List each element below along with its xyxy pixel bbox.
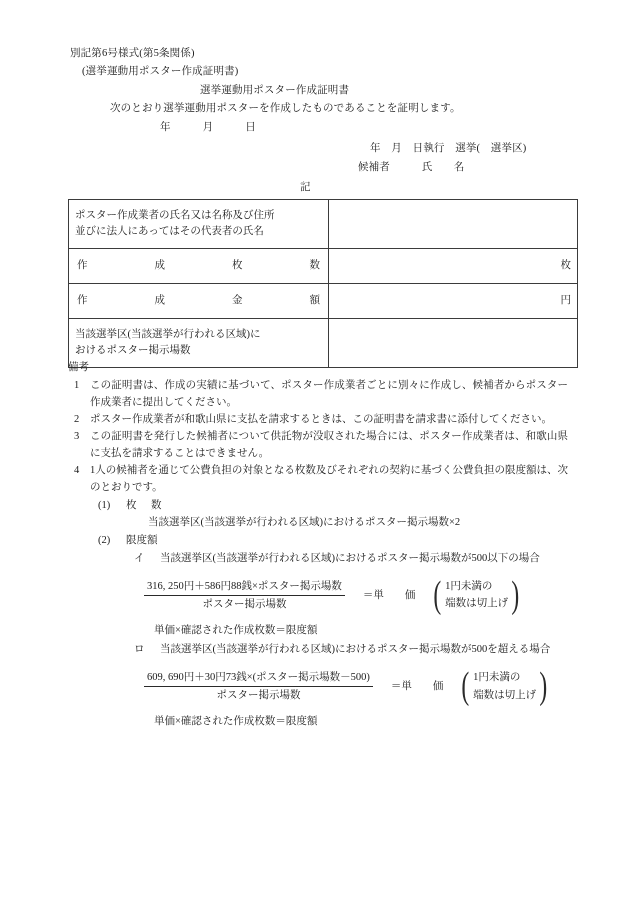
rounding-note: [459, 665, 549, 708]
paren-right-icon: ): [539, 665, 548, 708]
label-line-2: おけるポスター掲示場数: [75, 345, 191, 356]
case-item-i: [68, 550, 568, 567]
document-lead-text: 次のとおり選挙運動用ポスターを作成したものであることを証明します。: [110, 103, 461, 114]
rounding-note: [431, 574, 521, 617]
remark-number: 2: [74, 414, 80, 426]
rounding-note-line-2: 端数は切上げ: [473, 689, 537, 701]
equals-unit-price: ＝単 価: [362, 589, 416, 601]
table-row-label-sheet-count: [69, 249, 329, 284]
table-row-value-producer[interactable]: [329, 200, 578, 249]
remark-text: ポスター作成業者が和歌山県に支払を請求するときは、この証明書を請求書に添付してください。: [90, 414, 552, 426]
rounding-note-text: [472, 670, 537, 704]
paren-left-icon: (: [433, 574, 442, 617]
fraction: [144, 579, 345, 612]
table-row: [69, 200, 578, 249]
label-line-1: ポスター作成業者の氏名又は名称及び住所: [75, 210, 275, 222]
remark-item-2: [68, 411, 568, 428]
sub-item-title: 限度額: [126, 535, 158, 547]
election-info-line: 年 月 日執行 選挙( 選挙区): [370, 143, 527, 154]
label-text: 作 成 枚 数: [77, 260, 320, 272]
remark-item-3: [68, 428, 568, 462]
sub-item-number: (2): [98, 535, 111, 547]
equals-unit-price: ＝単 価: [390, 680, 444, 692]
table-row-value-sheet-count[interactable]: 枚: [329, 249, 578, 284]
remark-text: 1人の候補者を通じて公費負担の対象となる枚数及びそれぞれの契約に基づく公費負担の限度額は、次のとおりです。: [90, 465, 568, 494]
fraction-denominator: ポスター掲示場数: [202, 599, 287, 611]
paren-right-icon: ): [511, 574, 520, 617]
certificate-table-wrapper: [68, 199, 571, 368]
label-line-2: 並びに法人にあってはその代表者の氏名: [75, 226, 264, 237]
table-row-value-amount[interactable]: 円: [329, 284, 578, 319]
remarks-heading: 備考: [68, 362, 89, 373]
sub-item-2: [68, 532, 568, 549]
fraction: [144, 670, 373, 703]
label-text: 作 成 金 額: [77, 295, 320, 307]
remark-number: 3: [74, 431, 80, 443]
table-row-label-amount: [69, 284, 329, 319]
fraction-numerator: 316, 250円＋586円88銭×ポスター掲示場数: [144, 579, 345, 596]
formula-case-ro: [68, 665, 568, 708]
certificate-table: [68, 199, 578, 368]
result-line-case-ro: 単価×確認された作成枚数＝限度額: [154, 716, 318, 728]
result-line-case-i: 単価×確認された作成枚数＝限度額: [154, 625, 318, 637]
case-marker: イ: [134, 553, 145, 565]
fraction-numerator: 609, 690円＋30円73銭×(ポスター掲示場数－500): [144, 670, 373, 687]
document-title: 選挙運動用ポスター作成証明書: [200, 85, 350, 96]
remark-item-1: [68, 377, 568, 411]
fraction-denominator: ポスター掲示場数: [216, 690, 301, 702]
remark-item-4: [68, 462, 568, 496]
remark-number: 4: [74, 465, 80, 477]
case-condition: 当該選挙区(当該選挙が行われる区域)におけるポスター掲示場数が500以下の場合: [160, 553, 540, 565]
case-marker: ロ: [134, 644, 145, 656]
paren-left-icon: (: [461, 665, 470, 708]
sub-item-title: 枚 数: [126, 500, 164, 512]
rounding-note-line-1: 1円未満の: [473, 671, 521, 683]
candidate-name-line: 候補者 氏 名: [358, 162, 465, 173]
sub-item-number: (1): [98, 500, 111, 512]
remark-number: 1: [74, 380, 80, 392]
date-blank-line: 年 月 日: [160, 122, 256, 133]
label-line-1: 当該選挙区(当該選挙が行われる区域)に: [75, 329, 261, 341]
sub-item-1: [68, 497, 568, 531]
table-row: [69, 284, 578, 319]
sub-item-body: 当該選挙区(当該選挙が行われる区域)におけるポスター掲示場数×2: [148, 517, 461, 529]
case-item-ro: [68, 641, 568, 658]
formula-case-i: [68, 574, 568, 617]
rounding-note-line-2: 端数は切上げ: [445, 598, 509, 610]
form-number: 別記第6号様式(第5条関係): [70, 48, 195, 59]
ki-mark: 記: [300, 182, 311, 193]
remark-text: この証明書は、作成の実績に基づいて、ポスター作成業者ごとに別々に作成し、候補者からポスター作成業者に提出してください。: [90, 380, 568, 409]
rounding-note-text: [444, 579, 509, 613]
table-row: [69, 249, 578, 284]
case-condition: 当該選挙区(当該選挙が行われる区域)におけるポスター掲示場数が500を超える場合: [160, 644, 551, 656]
table-row-label-producer: [69, 200, 329, 249]
remark-text: この証明書を発行した候補者について供託物が没収された場合には、ポスター作成業者は、和歌山県に支払を請求することはできません。: [90, 431, 568, 460]
form-subtitle: (選挙運動用ポスター作成証明書): [82, 66, 239, 77]
remarks-section: [68, 360, 568, 733]
rounding-note-line-1: 1円未満の: [445, 580, 493, 592]
